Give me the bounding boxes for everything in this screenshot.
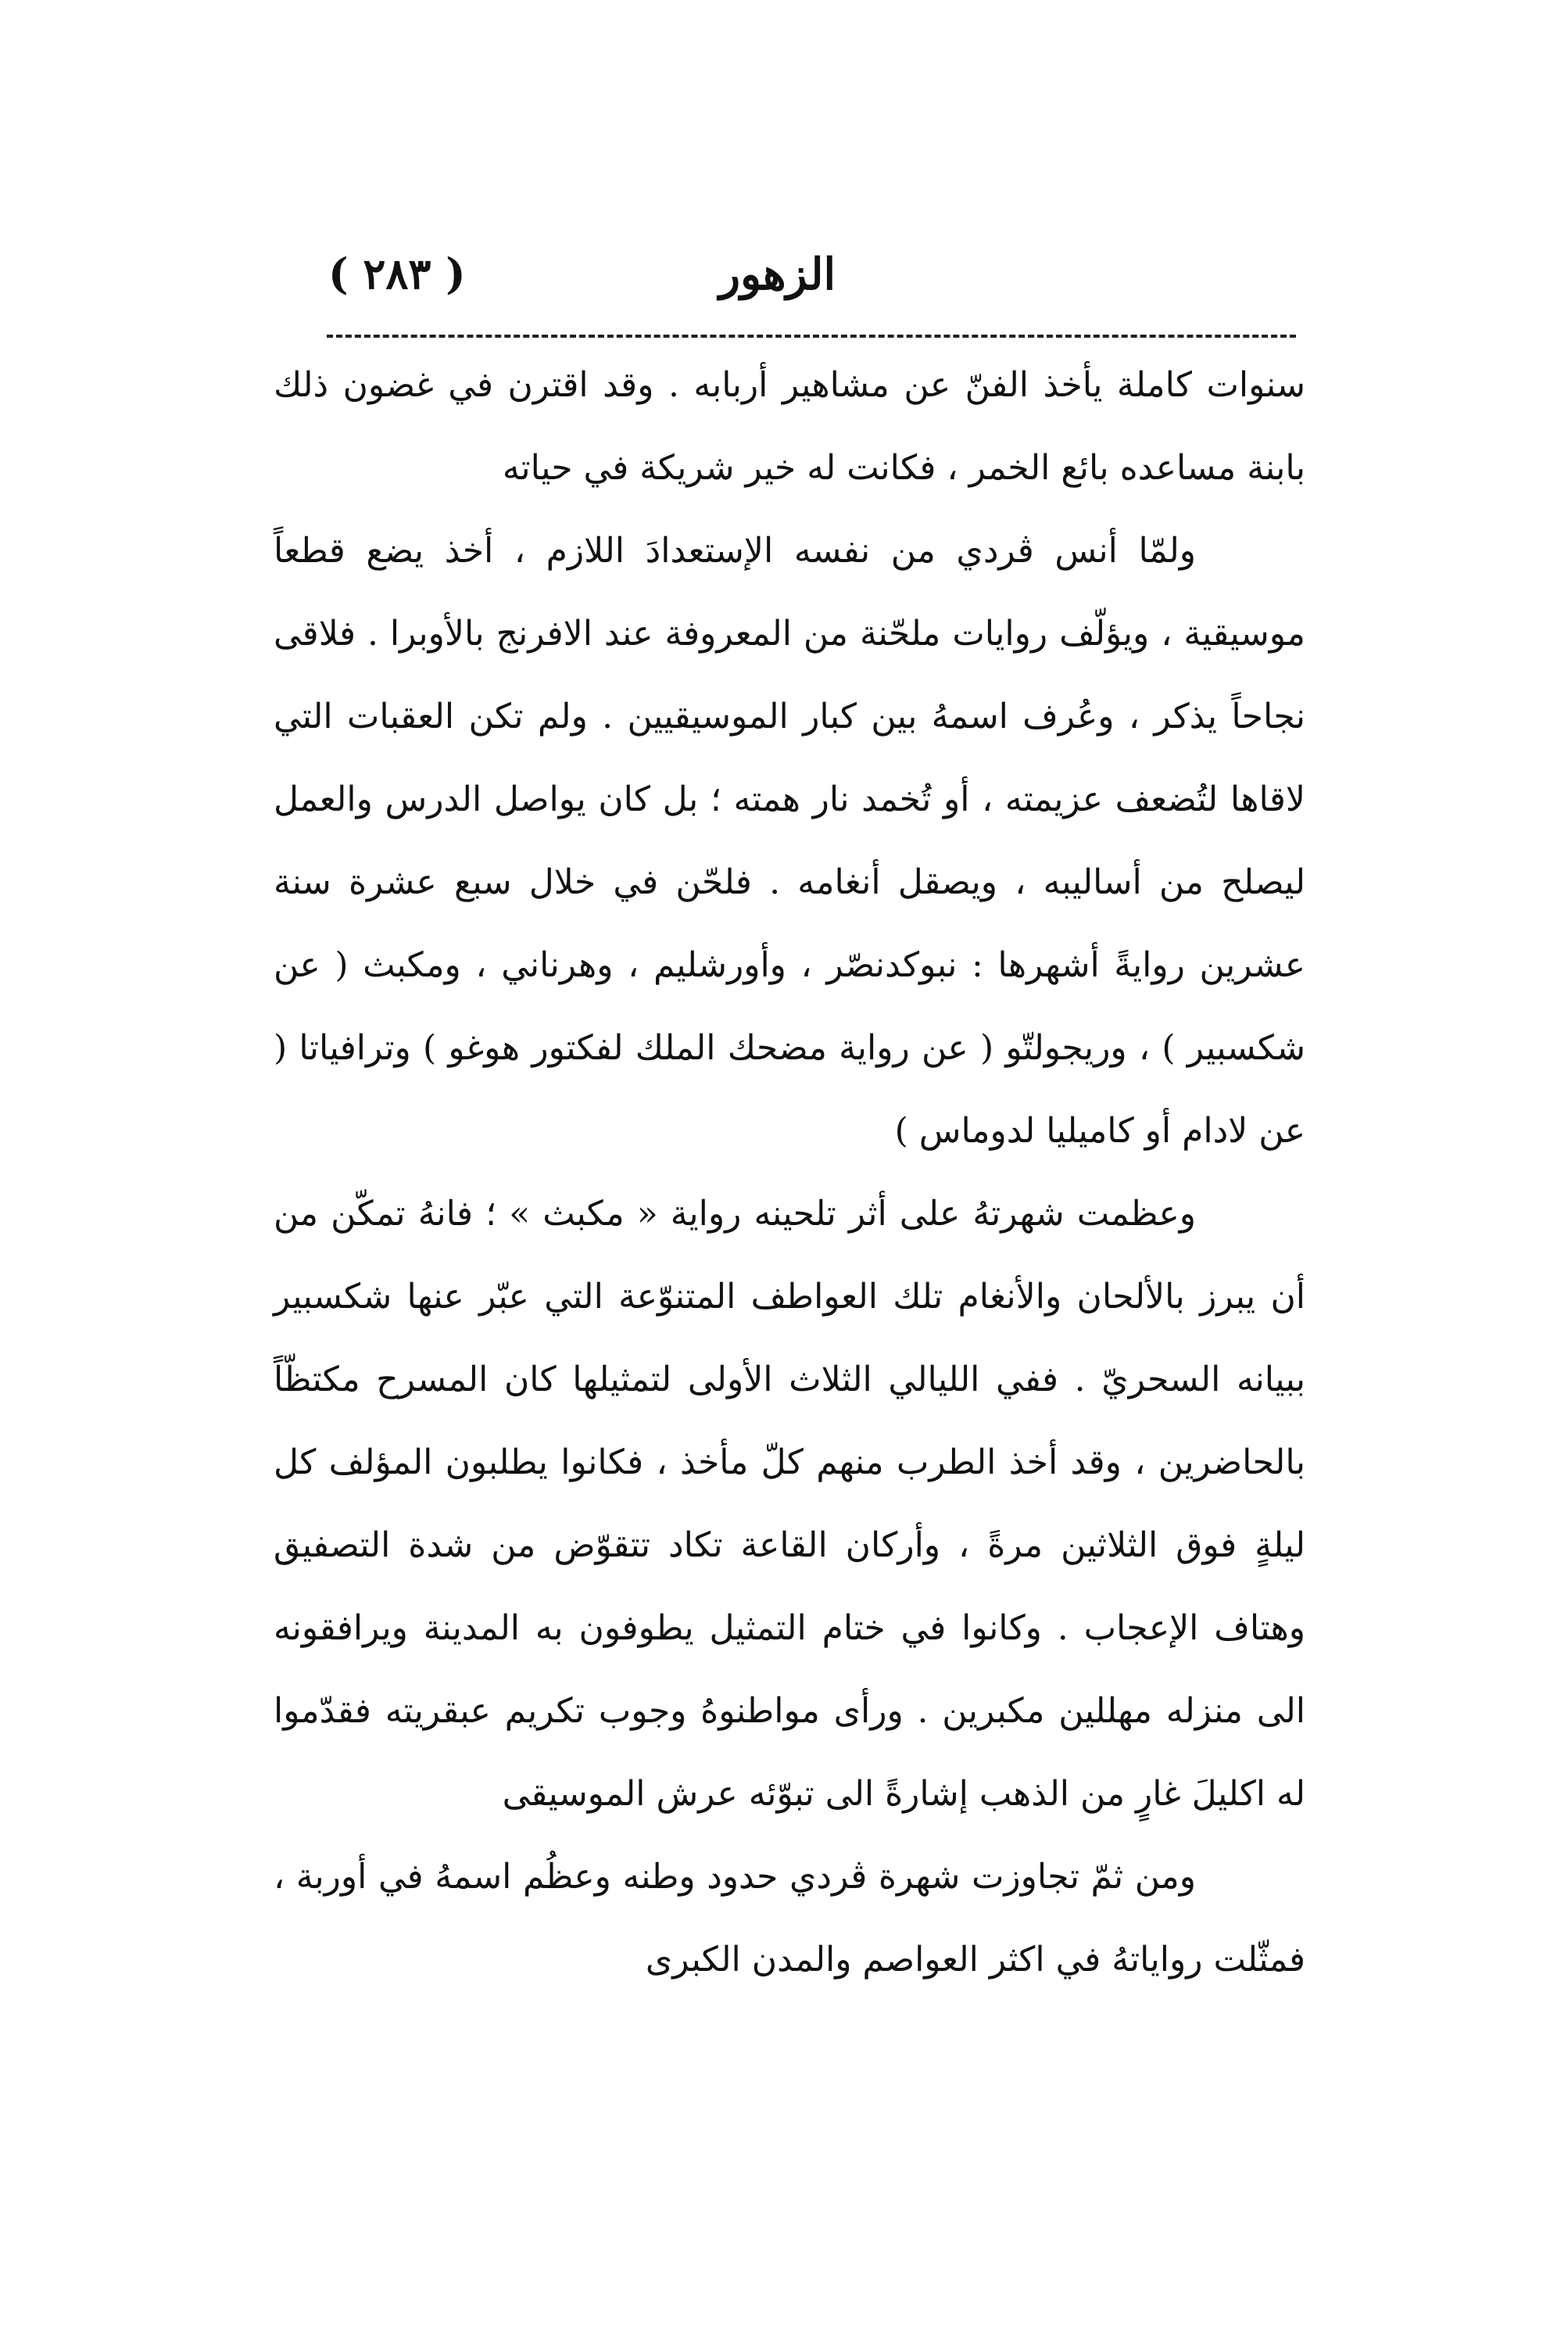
page-number: ( ٢٨٣ ) (328, 249, 466, 299)
paragraph: ومن ثمّ تجاوزت شهرة ڤردي حدود وطنه وعظُم اسمهُ في أوربة ، فمثّلت رواياتهُ في اكثر العواصم والمدن الكبرى (274, 1857, 1305, 1980)
paragraph: سنوات كاملة يأخذ الفنّ عن مشاهير أربابه . وقد اقترن في غضون ذلك بابنة مساعده بائع الخمر ، فكانت له خير شريكة في حياته (274, 365, 1305, 488)
page-header (281, 249, 1298, 319)
paragraph: ولمّا أنس ڤردي من نفسه الإستعدادَ اللازم ، أخذ يضع قطعاً موسيقية ، ويؤلّف روايات ملحّنة من المعروفة عند الافرنج بالأوبرا . فلاقى نجاحاً يذكر ، وعُرف اسمهُ بين كبار الموسيقيين . ولم تكن العقبات التي لاقاها لتُضعف عزيمته ، أو تُخمد نار همته ؛ بل كان يواصل الدرس والعمل ليصلح من أساليبه ، ويصقل أنغامه . فلحّن في خلال سبع عشرة سنة عشرين روايةً أشهرها : نبوكدنصّر ، وأورشليم ، وهرناني ، ومكبث ( عن شكسبير ) ، وريجولتّو ( عن رواية مضحك الملك لفكتور هوغو ) وترافياتا ( عن لادام أو كاميليا لدوماس ) (274, 531, 1305, 1151)
header-rule (327, 335, 1296, 338)
running-title: الزهور (719, 249, 836, 300)
body-text (274, 344, 1305, 2001)
paragraph: وعظمت شهرتهُ على أثر تلحينه رواية « مكبث » ؛ فانهُ تمكّن من أن يبرز بالألحان والأنغام تلك العواطف المتنوّعة التي عبّر عنها شكسبير ببيانه السحريّ . ففي الليالي الثلاث الأولى لتمثيلها كان المسرح مكتظّاً بالحاضرين ، وقد أخذ الطرب منهم كلّ مأخذ ، فكانوا يطلبون المؤلف كل ليلةٍ فوق الثلاثين مرةً ، وأركان القاعة تكاد تتقوّض من شدة التصفيق وهتاف الإعجاب . وكانوا في ختام التمثيل يطوفون به المدينة ويرافقونه الى منزله مهللين مكبرين . ورأى مواطنوهُ وجوب تكريم عبقريته فقدّموا له اكليلَ غارٍ من الذهب إشارةً الى تبوّئه عرش الموسيقى (274, 1194, 1305, 1814)
